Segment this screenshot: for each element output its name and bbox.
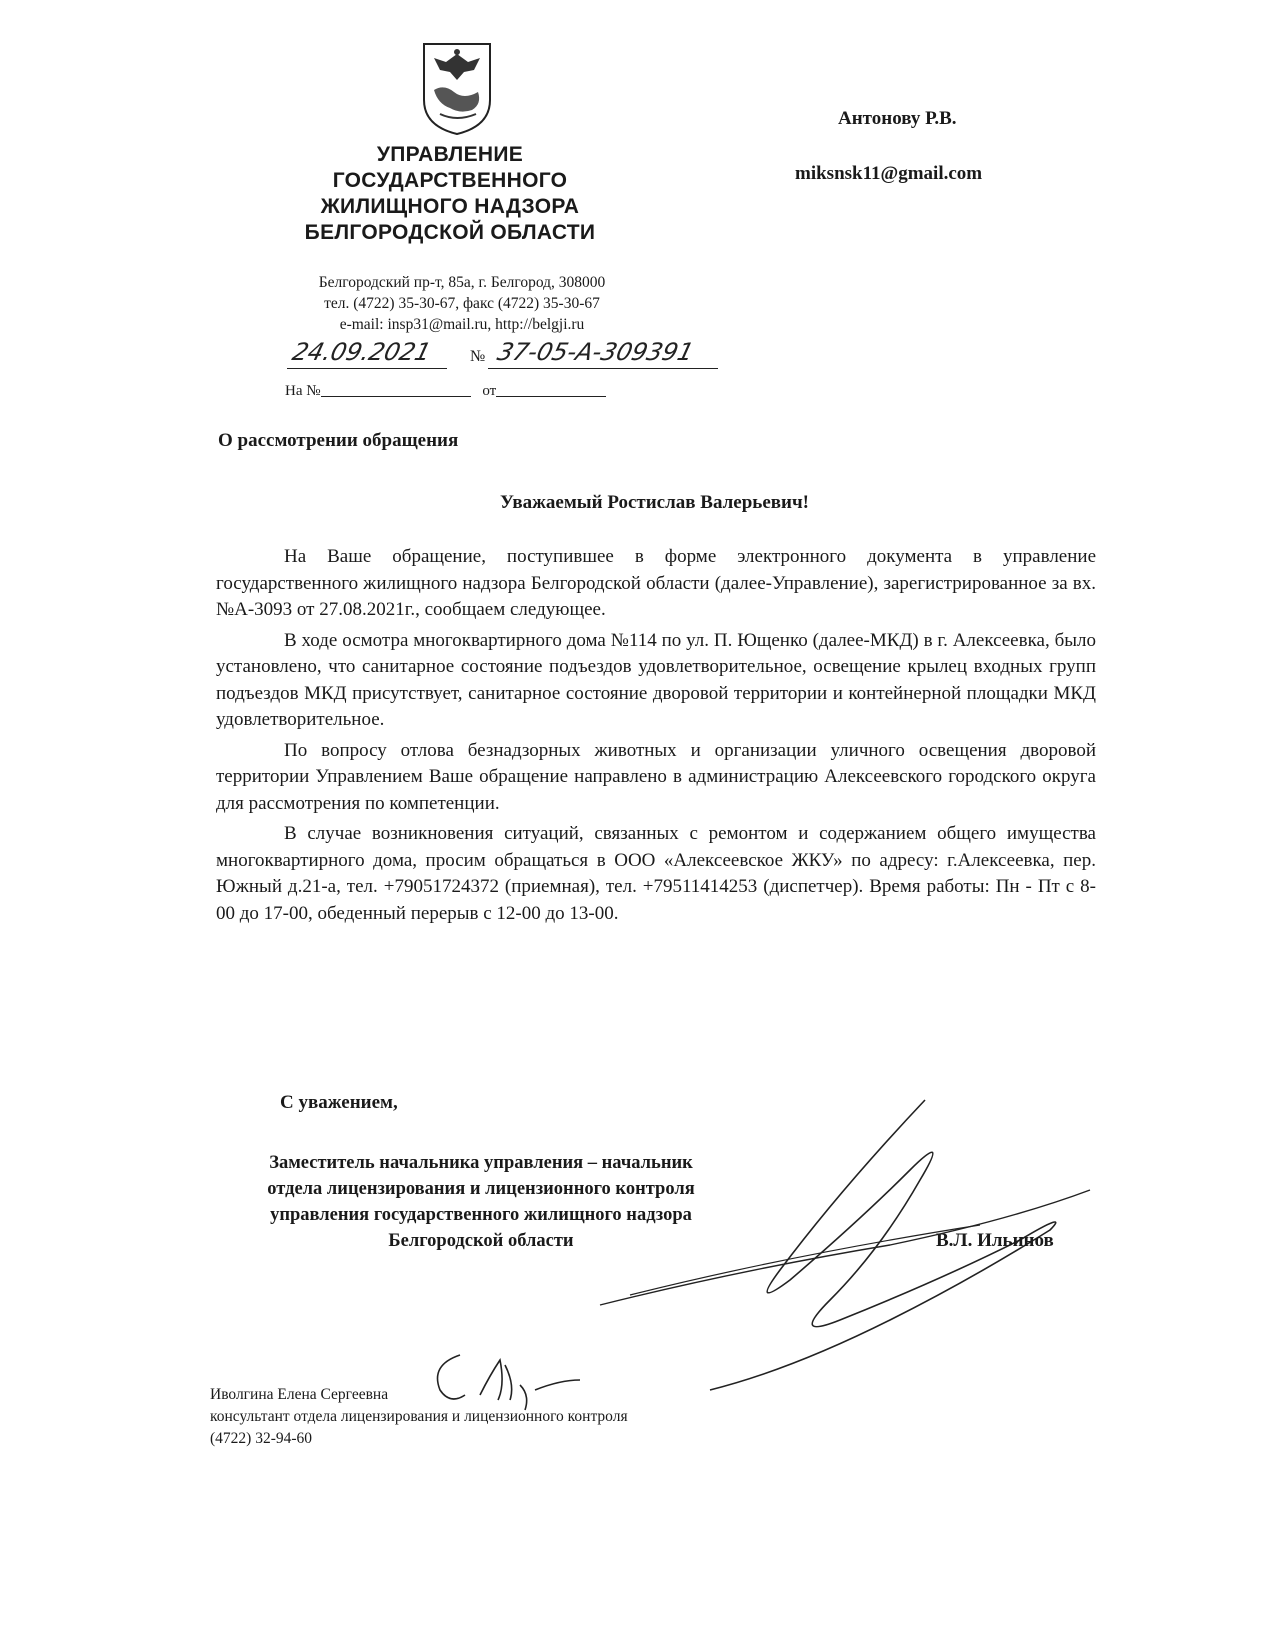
- reference-line: [285, 382, 606, 400]
- organization-name: [280, 142, 620, 246]
- executor-name: Иволгина Елена Сергеевна: [210, 1386, 389, 1403]
- registration-date: 24.09.2021: [289, 338, 434, 366]
- reference-label: На №: [285, 383, 321, 399]
- org-address: Белгородский пр-т, 85а, г. Белгород, 308000: [318, 274, 606, 291]
- executor-position: консультант отдела лицензирования и лицензионного контроля: [210, 1408, 628, 1425]
- body-paragraph: По вопросу отлова безнадзорных животных и организации уличного освещения дворовой территории Управлением Ваше обращение направлено в администрацию Алексеевского городского округа для рассмотрения по компетенции.: [216, 739, 1096, 814]
- body-paragraph: В ходе осмотра многоквартирного дома №114 по ул. П. Ющенко (далее-МКД) в г. Алексеевка, было установлено, что санитарное состояние подъездов удовлетворительное, освещение крылец входных групп подъездов МКД присутствует, санитарное состояние дворовой территории и контейнерной площадки МКД удовлетворительное.: [216, 629, 1096, 730]
- org-email-web: e-mail: insp31@mail.ru, http://belgji.ru: [339, 316, 585, 333]
- registration-number-field: [488, 340, 718, 369]
- recipient-name: Антонову Р.В.: [838, 108, 957, 129]
- body-paragraph: На Ваше обращение, поступившее в форме электронного документа в управление государственного жилищного надзора Белгородской области (далее-Управление), зарегистрированное за вх. №А-3093 от 27.08.2021г., сообщаем следующее.: [216, 546, 1096, 620]
- registration-date-field: [287, 340, 447, 369]
- reference-date-blank: [496, 382, 606, 397]
- org-name-line: ГОСУДАРСТВЕННОГО: [332, 169, 568, 192]
- org-name-line: ЖИЛИЩНОГО НАДЗОРА: [320, 195, 580, 218]
- executor-phone: (4722) 32-94-60: [210, 1430, 313, 1447]
- signatory-name: В.Л. Ильинов: [936, 1230, 1054, 1251]
- body-paragraph: В случае возникновения ситуаций, связанных с ремонтом и содержанием общего имущества многоквартирного дома, просим обращаться в ООО «Алексеевское ЖКУ» по адресу: г.Алексеевка, пер. Южный д.21-а, тел. +79051724372 (приемная), тел. +79511414253 (диспетчер). Время работы: Пн - Пт с 8-00 до 17-00, обеденный перерыв с 12-00 до 13-00.: [216, 823, 1096, 924]
- position-line: Заместитель начальника управления – начальник: [269, 1153, 693, 1173]
- reference-from-label: от: [482, 383, 497, 399]
- initials-signature-icon: [420, 1345, 600, 1425]
- position-line: Белгородской области: [388, 1231, 574, 1251]
- recipient-email: miksnsk11@gmail.com: [795, 163, 983, 184]
- registration-number-label: №: [470, 348, 486, 365]
- organization-contacts: [262, 272, 662, 335]
- letter-subject: О рассмотрении обращения: [218, 430, 459, 451]
- salutation: Уважаемый Ростислав Валерьевич!: [500, 492, 810, 513]
- coat-of-arms-icon: [420, 40, 494, 136]
- org-phone-fax: тел. (4722) 35-30-67, факс (4722) 35-30-67: [324, 295, 600, 312]
- letter-body: [216, 544, 1096, 931]
- closing-phrase: С уважением,: [280, 1092, 398, 1113]
- org-name-line: УПРАВЛЕНИЕ: [376, 143, 524, 166]
- position-line: отдела лицензирования и лицензионного контроля: [267, 1179, 695, 1199]
- org-name-line: БЕЛГОРОДСКОЙ ОБЛАСТИ: [304, 221, 596, 244]
- position-line: управления государственного жилищного надзора: [270, 1205, 692, 1225]
- registration-number: 37-05-А-309391: [494, 338, 697, 366]
- reference-number-blank: [321, 382, 471, 397]
